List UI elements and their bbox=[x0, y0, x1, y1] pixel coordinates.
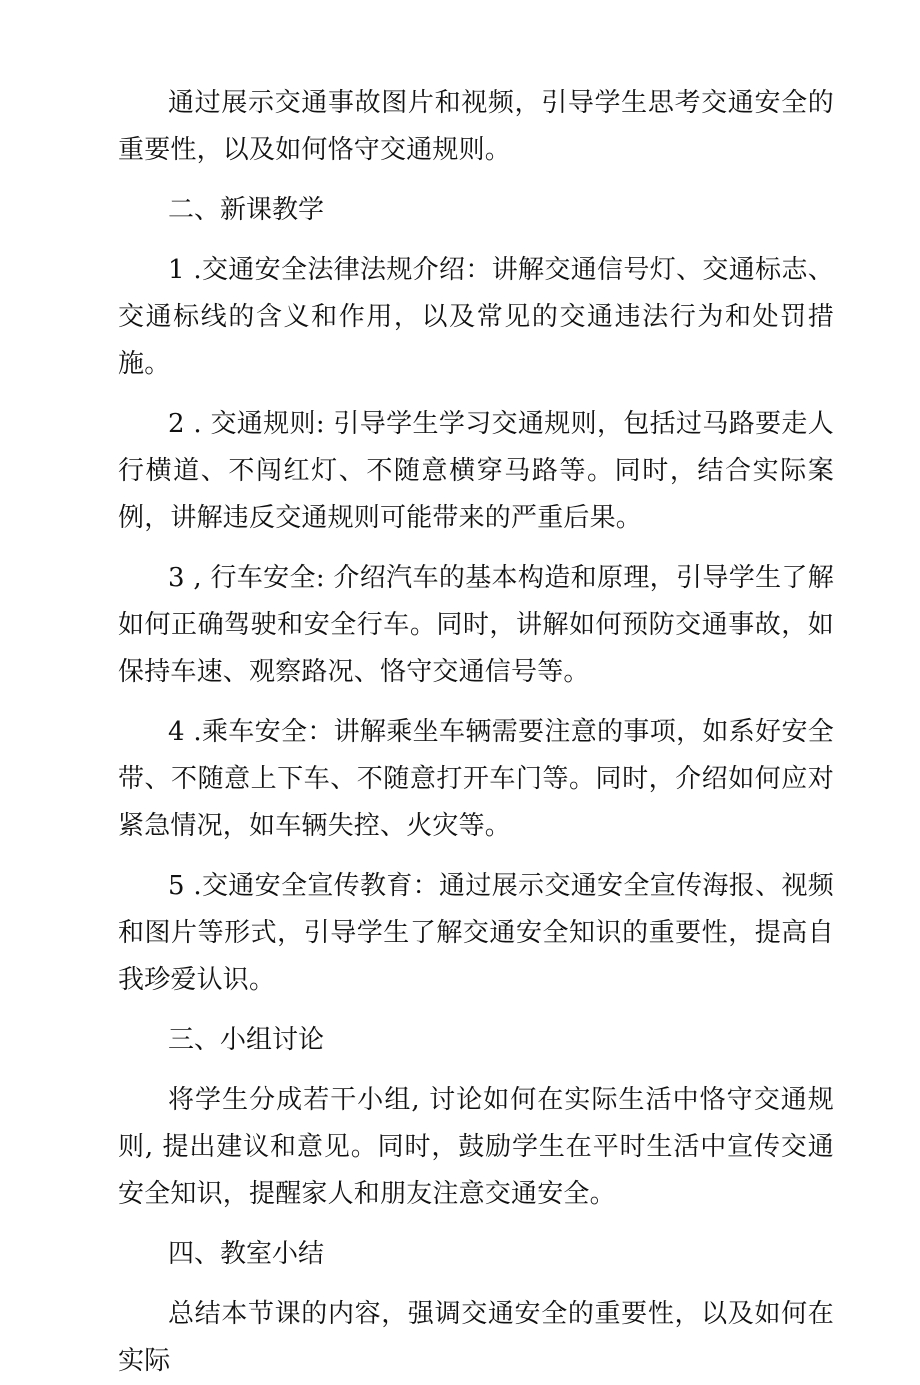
section-heading-new-lesson: 二、新课教学 bbox=[168, 195, 325, 225]
item-3-paragraph: 3 , 行车安全: 介绍汽车的基本构造和原理，引导学生了解如何正确驾驶和安全行车。同时，讲解如何预防交通事故，如保持车速、观察路况、恪守交通信号等。 bbox=[118, 563, 834, 687]
item-2-paragraph: 2 . 交通规则: 引导学生学习交通规则，包括过马路要走人行横道、不闯红灯、不随意横穿马路等。同时，结合实际案例，讲解违反交通规则可能带来的严重后果。 bbox=[118, 409, 834, 533]
item-4-paragraph: 4 .乘车安全：讲解乘坐车辆需要注意的事项，如系好安全带、不随意上下车、不随意打开车门等。同时，介绍如何应对紧急情况，如车辆失控、火灾等。 bbox=[118, 717, 834, 841]
group-discussion-paragraph: 将学生分成若干小组, 讨论如何在实际生活中恪守交通规则, 提出建议和意见。同时，鼓励学生在平时生活中宣传交通安全知识，提醒家人和朋友注意交通安全。 bbox=[118, 1085, 834, 1209]
summary-paragraph: 总结本节课的内容，强调交通安全的重要性，以及如何在实际 bbox=[118, 1299, 834, 1376]
item-5-paragraph: 5 .交通安全宣传教育：通过展示交通安全宣传海报、视频和图片等形式，引导学生了解交通安全知识的重要性，提高自我珍爱认识。 bbox=[118, 871, 834, 995]
intro-paragraph: 通过展示交通事故图片和视频，引导学生思考交通安全的重要性，以及如何恪守交通规则。 bbox=[118, 88, 834, 165]
item-1-paragraph: 1 .交通安全法律法规介绍：讲解交通信号灯、交通标志、交通标线的含义和作用，以及常见的交通违法行为和处罚措施。 bbox=[118, 255, 834, 379]
section-heading-summary: 四、教室小结 bbox=[168, 1239, 325, 1269]
section-heading-group-discussion: 三、小组讨论 bbox=[168, 1025, 325, 1055]
document-body bbox=[118, 80, 834, 1385]
